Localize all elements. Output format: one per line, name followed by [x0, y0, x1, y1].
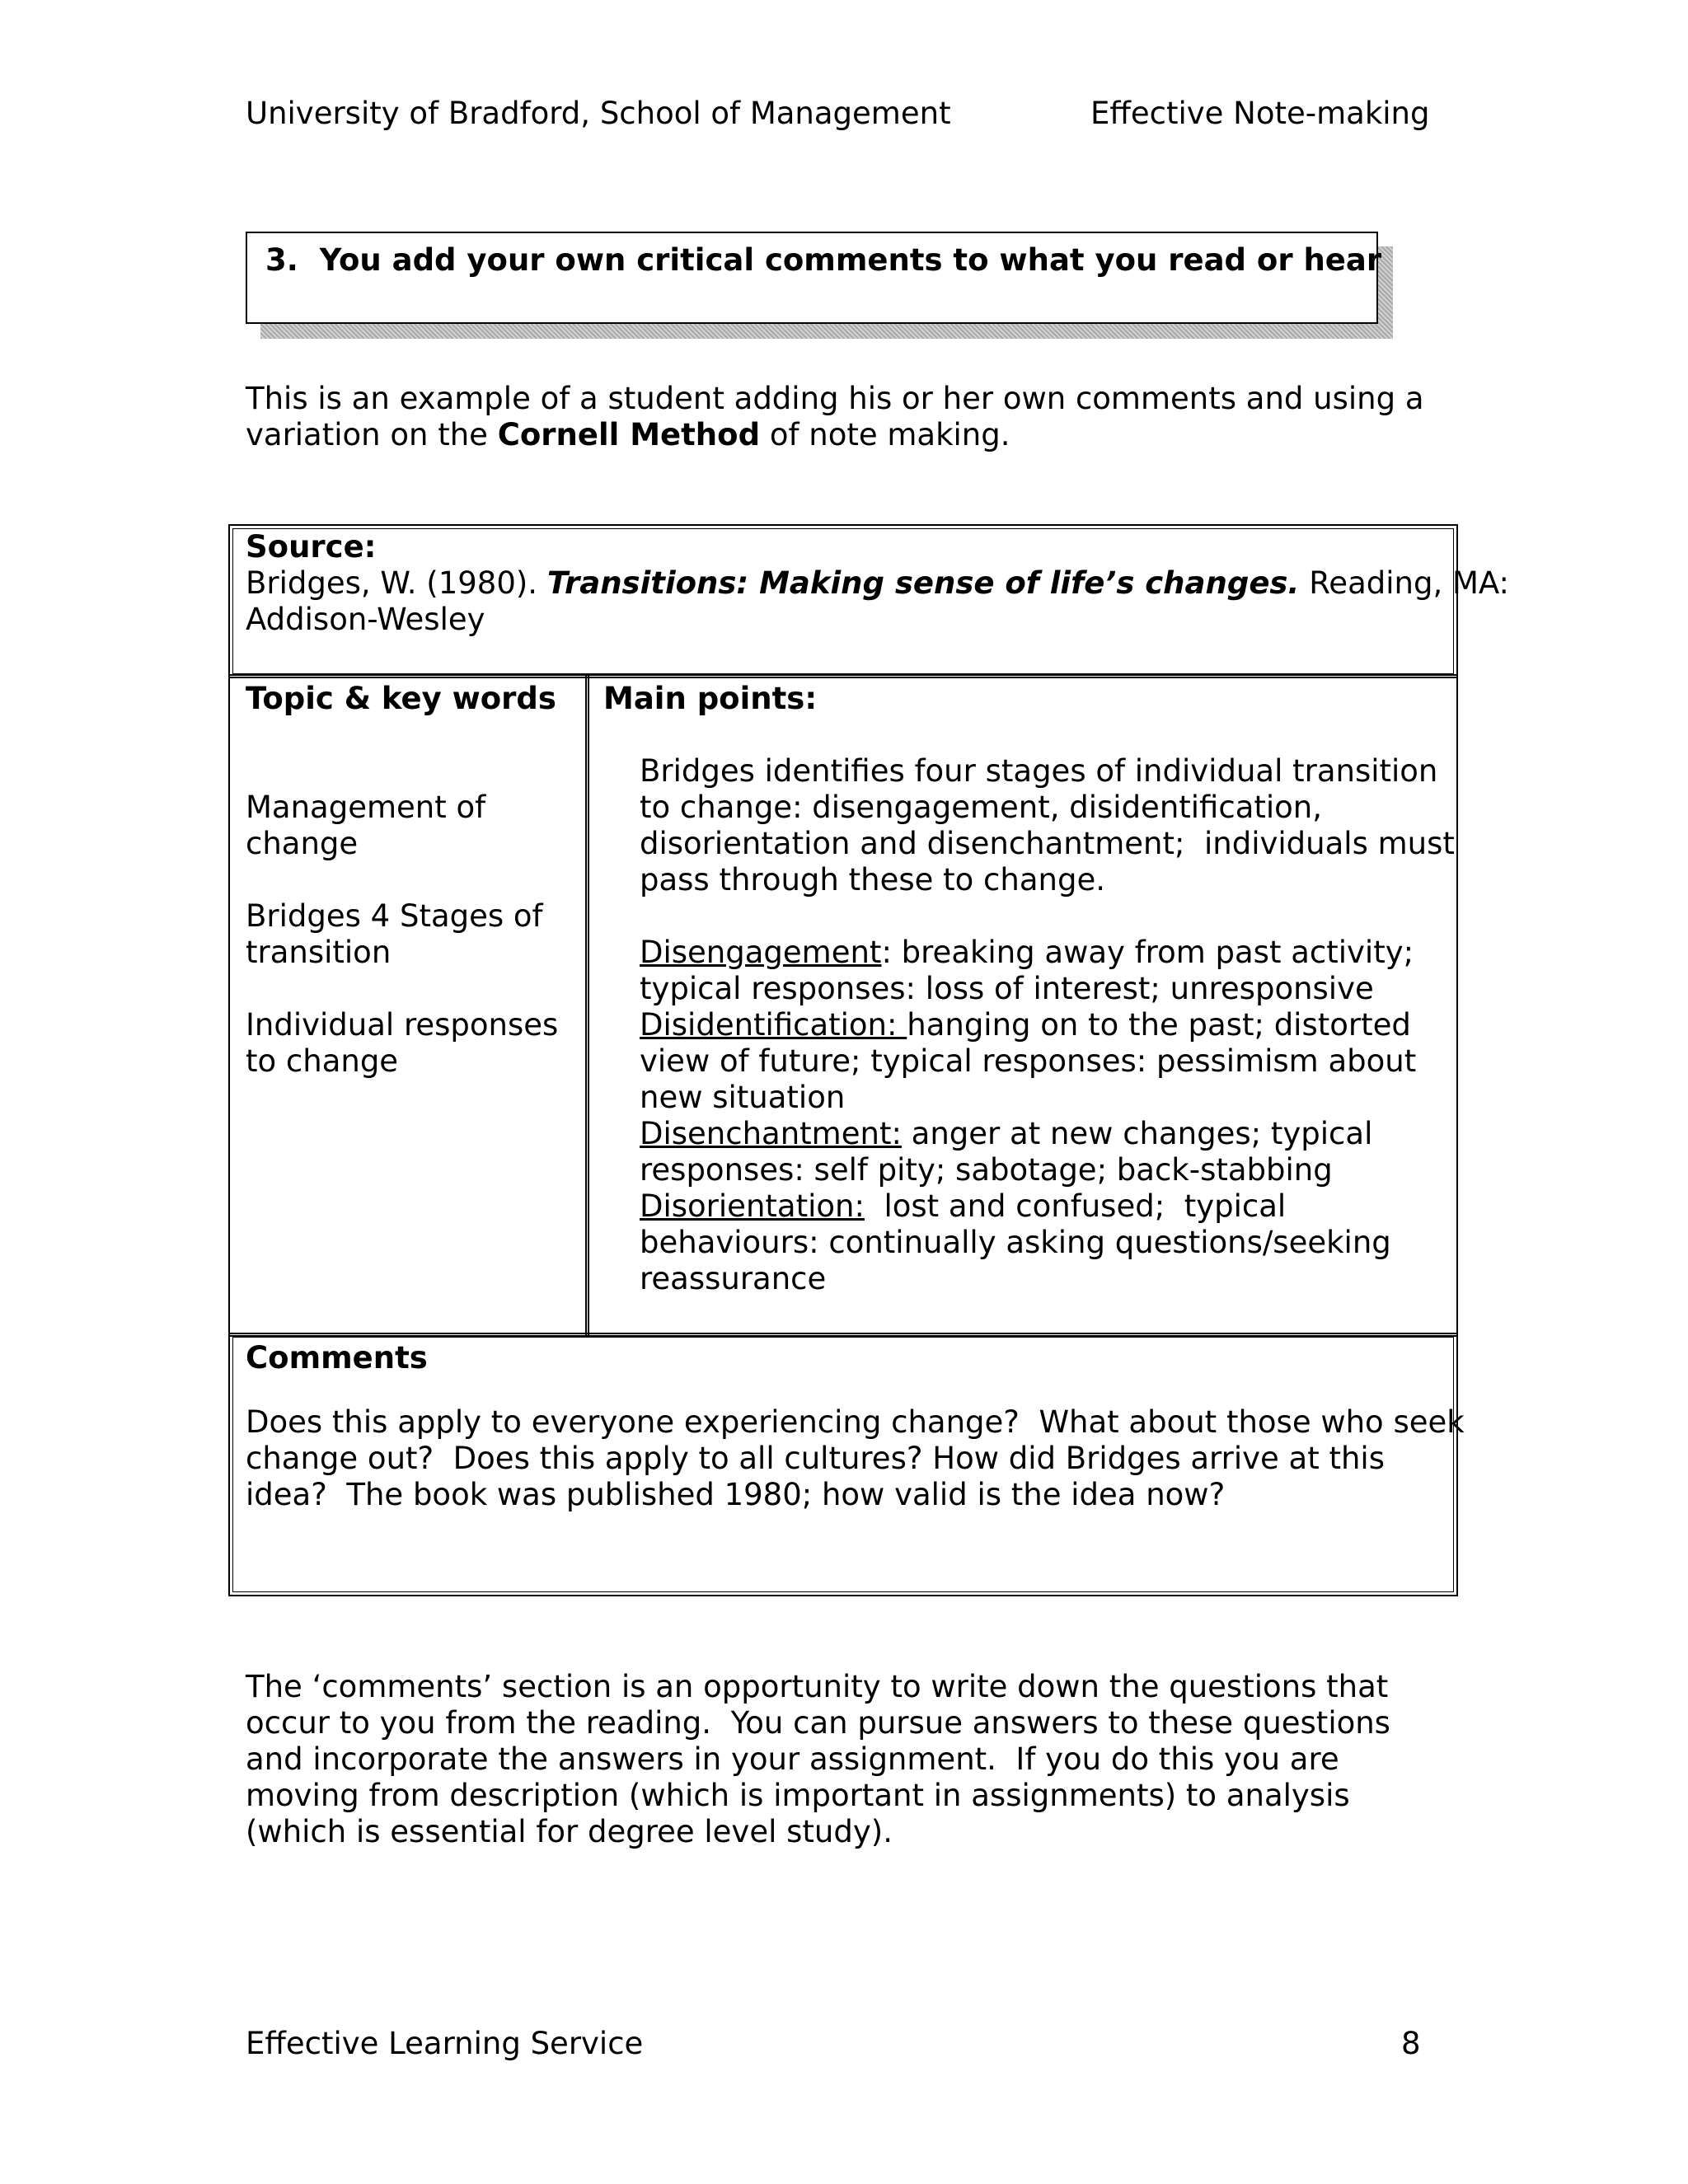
- topic-cell-border: [228, 674, 589, 1337]
- keyword-stages: [246, 898, 543, 971]
- closing-line: and incorporate the answers in your assignment. If you do this you are: [246, 1741, 1339, 1777]
- stage-term: Disorientation:: [640, 1188, 865, 1224]
- stage-line: responses: self pity; sabotage; back-stabbing: [640, 1152, 1333, 1188]
- stage-description: : breaking away from past activity;: [881, 935, 1414, 970]
- keyword-line: transition: [246, 935, 392, 970]
- stage-disidentification: [640, 1007, 1416, 1043]
- closing-line: moving from description (which is important in assignments) to analysis: [246, 1778, 1350, 1813]
- comment-line: Does this apply to everyone experiencing change? What about those who seek: [246, 1404, 1465, 1440]
- stage-line: typical responses: loss of interest; unresponsive: [640, 971, 1374, 1006]
- main-points-line: Bridges identifies four stages of individual transition: [640, 753, 1438, 789]
- stage-line: reassurance: [640, 1261, 827, 1296]
- source-cell: [246, 529, 1510, 638]
- stages-list: [640, 935, 1416, 1297]
- stage-term: Disengagement: [640, 935, 882, 970]
- intro-text: of note making.: [760, 417, 1010, 452]
- keyword-line: change: [246, 826, 359, 861]
- comments-text: [246, 1404, 1465, 1513]
- keyword-responses: [246, 1007, 558, 1080]
- keyword-line: Bridges 4 Stages of: [246, 898, 543, 934]
- source-citation: [246, 565, 1510, 602]
- comments-cell: [246, 1340, 428, 1376]
- stage-line: view of future; typical responses: pessimism about: [640, 1043, 1417, 1079]
- stage-line: new situation: [640, 1080, 846, 1115]
- closing-line: The ‘comments’ section is an opportunity to write down the questions that: [246, 1669, 1389, 1704]
- source-label: Source:: [246, 529, 377, 565]
- stage-disengagement: [640, 935, 1416, 971]
- main-points-cell: [603, 681, 817, 717]
- stage-disorientation: [640, 1188, 1416, 1225]
- stage-description: anger at new changes; typical: [901, 1116, 1373, 1151]
- footer-service-name: Effective Learning Service: [246, 2026, 644, 2061]
- main-points-line: to change: disengagement, disidentification,: [640, 790, 1323, 825]
- comment-line: idea? The book was published 1980; how valid is the idea now?: [246, 1477, 1226, 1512]
- stage-term: Disidentification:: [640, 1007, 907, 1043]
- keyword-line: Management of: [246, 790, 486, 825]
- comment-line: change out? Does this apply to all cultures? How did Bridges arrive at this: [246, 1441, 1385, 1476]
- topic-header: Topic & key words: [246, 681, 556, 716]
- stage-description: hanging on to the past; distorted: [907, 1007, 1411, 1043]
- keyword-line: Individual responses: [246, 1007, 559, 1043]
- intro-line-2: [246, 417, 1424, 453]
- citation-title: Transitions: Making sense of life’s changes.: [546, 565, 1300, 601]
- stage-description: lost and confused; typical: [864, 1188, 1287, 1224]
- cornell-method-term: Cornell Method: [497, 417, 761, 452]
- header-left-title: University of Bradford, School of Management: [246, 96, 951, 131]
- stage-disenchantment: [640, 1116, 1416, 1152]
- main-points-line: disorientation and disenchantment; individuals must: [640, 826, 1455, 861]
- comments-label: Comments: [246, 1340, 428, 1376]
- citation-publisher: Addison-Wesley: [246, 602, 485, 637]
- keyword-line: to change: [246, 1043, 399, 1079]
- section-heading: 3. You add your own critical comments to what you read or hear: [265, 242, 1382, 278]
- header-right-title: Effective Note-making: [1090, 96, 1430, 131]
- intro-text: variation on the: [246, 417, 498, 452]
- stage-term: Disenchantment:: [640, 1116, 902, 1151]
- main-points-intro: [640, 753, 1455, 898]
- closing-line: (which is essential for degree level study).: [246, 1814, 893, 1849]
- citation-place: Reading, MA:: [1299, 565, 1510, 601]
- keyword-management: [246, 790, 485, 862]
- page-number: 8: [1401, 2026, 1421, 2061]
- intro-paragraph: [246, 381, 1424, 453]
- main-points-line: pass through these to change.: [640, 862, 1105, 898]
- closing-line: occur to you from the reading. You can pursue answers to these questions: [246, 1705, 1390, 1741]
- topic-cell: [246, 681, 556, 717]
- stage-line: behaviours: continually asking questions/seeking: [640, 1225, 1391, 1260]
- citation-author: Bridges, W. (1980).: [246, 565, 547, 601]
- closing-paragraph: [246, 1669, 1390, 1850]
- main-points-header: Main points:: [603, 681, 818, 716]
- intro-line-1: This is an example of a student adding his or her own comments and using a: [246, 381, 1424, 416]
